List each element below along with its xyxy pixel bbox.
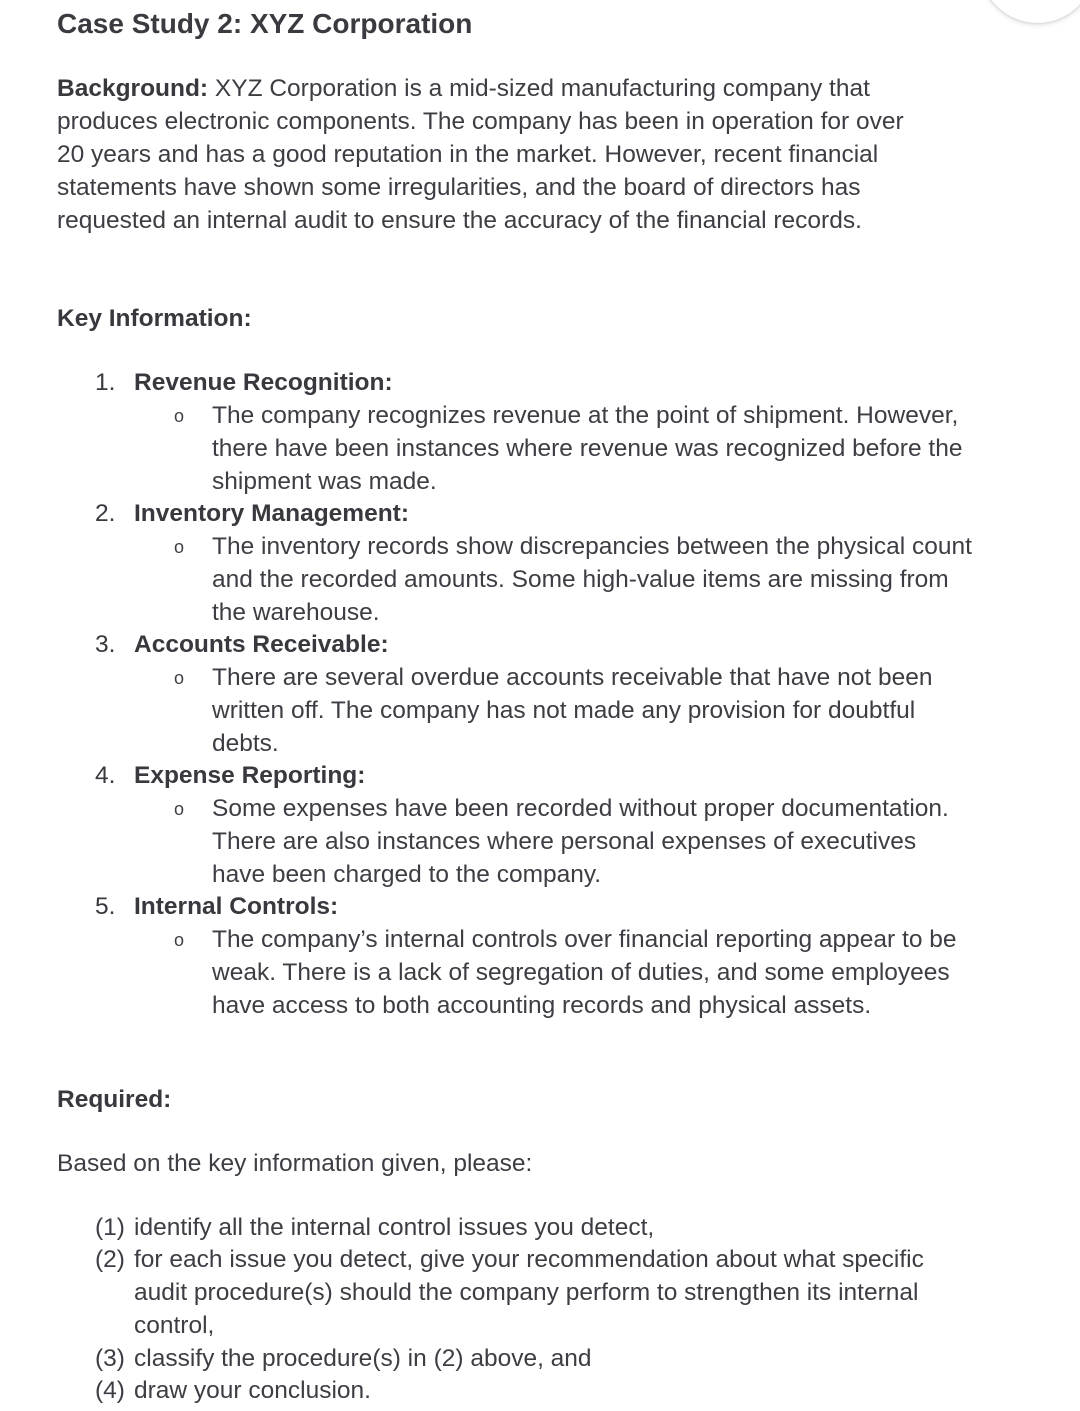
key-item-number: 3. — [95, 631, 116, 658]
required-item-number: (4) — [95, 1377, 125, 1404]
background-label: Background: — [57, 75, 209, 102]
key-item-label: Inventory Management: — [134, 500, 409, 527]
required-item-text: classify the procedure(s) in (2) above, and — [134, 1345, 592, 1372]
key-item-number: 5. — [95, 893, 116, 920]
required-item-text: draw your conclusion. — [134, 1377, 371, 1404]
key-item-number: 1. — [95, 369, 116, 396]
key-item-internal-controls — [95, 890, 338, 923]
required-item-number: (2) — [95, 1246, 125, 1273]
bullet-marker: o — [174, 668, 185, 688]
key-item-expense-reporting — [95, 759, 365, 792]
key-item-inventory-management — [95, 497, 409, 530]
key-item-label: Expense Reporting: — [134, 762, 366, 789]
bullet-marker: o — [174, 799, 185, 819]
key-item-detail-text: There are several overdue accounts receivable that have not been written off. The company has not made any provision for doubtful debts. — [212, 664, 933, 757]
required-item-text: identify all the internal control issues you detect, — [134, 1214, 655, 1241]
page-title: Case Study 2: XYZ Corporation — [57, 8, 473, 39]
key-item-label: Internal Controls: — [134, 893, 339, 920]
key-item-revenue-recognition — [95, 366, 393, 399]
required-item-text: for each issue you detect, give your recommendation about what specific audit procedure(s) should the company perform to strengthen its internal control, — [134, 1246, 924, 1339]
key-information-heading: Key Information: — [57, 305, 252, 332]
background-text: XYZ Corporation is a mid-sized manufacturing company that produces electronic components. The company has been in operation for over 20 years and has a good reputation in the market. However, recent financial statements have shown some irregularities, and the board of directors has requested an internal audit to ensure the accuracy of the financial records. — [57, 75, 904, 234]
key-item-detail-text: The inventory records show discrepancies between the physical count and the recorded amounts. Some high-value items are missing from the warehouse. — [212, 533, 972, 626]
key-item-detail-text: Some expenses have been recorded without proper documentation. There are also instances where personal expenses of executives have been charged to the company. — [212, 795, 949, 888]
key-item-accounts-receivable — [95, 628, 389, 661]
required-item-number: (3) — [95, 1345, 125, 1372]
background-paragraph — [57, 72, 937, 237]
required-item-number: (1) — [95, 1214, 125, 1241]
key-item-label: Accounts Receivable: — [134, 631, 389, 658]
bullet-marker: o — [174, 406, 185, 426]
required-heading: Required: — [57, 1086, 172, 1113]
key-item-number: 2. — [95, 500, 116, 527]
key-item-detail-text: The company recognizes revenue at the point of shipment. However, there have been instances where revenue was recognized before the shipment was made. — [212, 402, 963, 495]
key-item-number: 4. — [95, 762, 116, 789]
bullet-marker: o — [174, 930, 185, 950]
key-item-detail-text: The company’s internal controls over financial reporting appear to be weak. There is a lack of segregation of duties, and some employees have access to both accounting records and physical assets. — [212, 926, 957, 1019]
bullet-marker: o — [174, 537, 185, 557]
corner-circle-decoration — [980, 0, 1080, 23]
key-item-label: Revenue Recognition: — [134, 369, 393, 396]
required-intro: Based on the key information given, please: — [57, 1150, 533, 1177]
